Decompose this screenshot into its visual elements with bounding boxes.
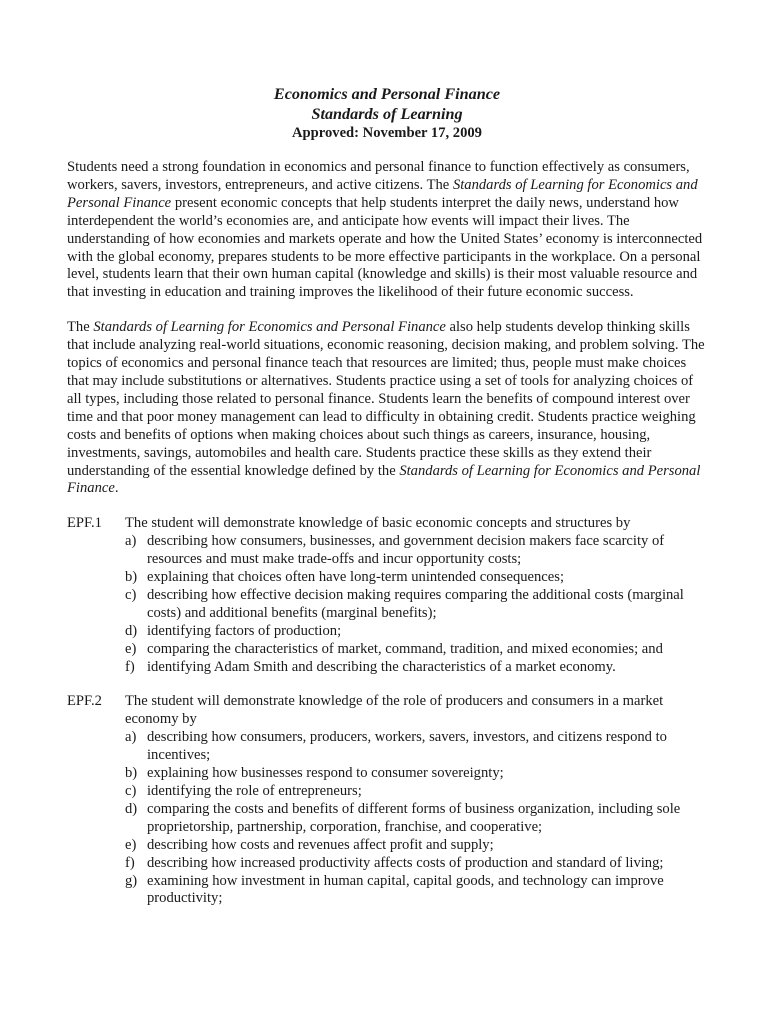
- item-text: describing how costs and revenues affect profit and supply;: [147, 836, 494, 853]
- standard-stem: The student will demonstrate knowledge of basic economic concepts and structures by: [125, 515, 631, 532]
- item-letter: a): [125, 729, 137, 746]
- list-item: [125, 569, 707, 587]
- item-text: examining how investment in human capital, capital goods, and technology can improve productivity;: [147, 872, 664, 907]
- item-text: comparing the costs and benefits of different forms of business organization, including sole proprietorship, partnership, corporation, franchise, and cooperative;: [147, 800, 681, 835]
- intro-p1-text-a: Students need a strong foundation in economics and personal finance to function effectively as consumers, workers, savers, investors, entrepreneurs, and active citizens. The: [67, 159, 690, 193]
- list-item: [125, 801, 707, 837]
- list-item: [125, 855, 707, 873]
- item-text: describing how consumers, producers, workers, savers, investors, and citizens respond to incentives;: [147, 729, 667, 764]
- standard-epf1: [67, 515, 707, 676]
- item-text: comparing the characteristics of market, command, tradition, and mixed economies; and: [147, 640, 663, 657]
- list-item: [125, 533, 707, 569]
- standard-epf2: [67, 693, 707, 908]
- item-text: describing how consumers, businesses, and government decision makers face scarcity of resources and must make trade-offs and incur opportunity costs;: [147, 533, 665, 568]
- item-letter: a): [125, 533, 137, 550]
- list-item: [125, 873, 707, 909]
- item-text: describing how increased productivity affects costs of production and standard of living;: [147, 854, 664, 871]
- item-text: identifying Adam Smith and describing the characteristics of a market economy.: [147, 658, 616, 675]
- standard-stem: The student will demonstrate knowledge of the role of producers and consumers in a market economy by: [125, 693, 664, 728]
- list-item: [125, 837, 707, 855]
- intro-p2-italic: Standards of Learning for Economics and Personal Finance: [93, 319, 446, 336]
- item-letter: g): [125, 872, 138, 889]
- standard-code: EPF.1: [67, 515, 102, 532]
- intro-p2-italic-2: Standards of Learning for Economics and Personal Finance: [67, 462, 701, 497]
- standard-code: EPF.2: [67, 693, 102, 710]
- intro-p1-text-b: present economic concepts that help students interpret the daily news, understand how interdependent the world’s economies are, and anticipate how events will impact their lives. The understanding of how economies and markets operate and how the United States’ economy is interconnected with the global economy, prepares students to be more effective participants in the workplace. On a personal level, students learn that their own human capital (knowledge and skills) is their most valuable resource and that investing in education and training improves the likelihood of their future economic success.: [67, 194, 703, 301]
- standard-items: [125, 533, 707, 676]
- item-letter: c): [125, 586, 137, 603]
- standard-body: [125, 515, 707, 676]
- intro-paragraph-1: [67, 159, 707, 302]
- document-title-line1: Economics and Personal Finance: [273, 85, 501, 103]
- document-page: [67, 84, 707, 925]
- intro-paragraph-2: [67, 319, 707, 498]
- item-letter: b): [125, 765, 138, 782]
- list-item: [125, 641, 707, 659]
- intro-p2-text-a: The: [67, 319, 94, 336]
- item-text: identifying the role of entrepreneurs;: [147, 783, 362, 799]
- item-text: explaining that choices often have long-term unintended consequences;: [147, 569, 564, 586]
- item-text: explaining how businesses respond to consumer sovereignty;: [147, 765, 504, 782]
- item-letter: e): [125, 836, 137, 853]
- item-letter: f): [125, 854, 135, 871]
- item-text: describing how effective decision making requires comparing the additional costs (marginal costs) and additional benefits (marginal benefits);: [147, 586, 684, 621]
- list-item: [125, 783, 707, 801]
- list-item: [125, 765, 707, 783]
- list-item: [125, 729, 707, 765]
- item-letter: e): [125, 640, 137, 657]
- item-letter: d): [125, 800, 138, 817]
- approval-date: Approved: November 17, 2009: [292, 125, 482, 141]
- document-title-line2: Standards of Learning: [311, 105, 463, 123]
- item-letter: c): [125, 783, 137, 799]
- item-letter: d): [125, 622, 138, 639]
- item-text: identifying factors of production;: [147, 622, 342, 639]
- intro-p1-italic: Standards of Learning for Economics and Personal Finance: [67, 176, 698, 211]
- standard-body: [125, 693, 707, 908]
- intro-p2-text-c: .: [114, 480, 119, 497]
- list-item: [125, 587, 707, 623]
- list-item: [125, 623, 707, 641]
- standard-items: [125, 729, 707, 908]
- list-item: [125, 659, 707, 677]
- item-letter: b): [125, 569, 138, 586]
- intro-p2-text-b: also help students develop thinking skills that include analyzing real-world situations, economic reasoning, decision making, and problem solving. The topics of economics and personal finance teach that resources are limited; thus, people must make choices that may include substitutions or alternatives. Students practice using a set of tools for analyzing choices of all types, including those related to personal finance. Students learn the benefits of compound interest over time and that poor money management can lead to difficulty in obtaining credit. Students practice weighing costs and benefits of options when making choices about such things as careers, insurance, housing, investments, savings, automobiles and health care. Students practice these skills as they extend their understanding of the essential knowledge defined by the: [67, 319, 705, 479]
- item-letter: f): [125, 658, 135, 675]
